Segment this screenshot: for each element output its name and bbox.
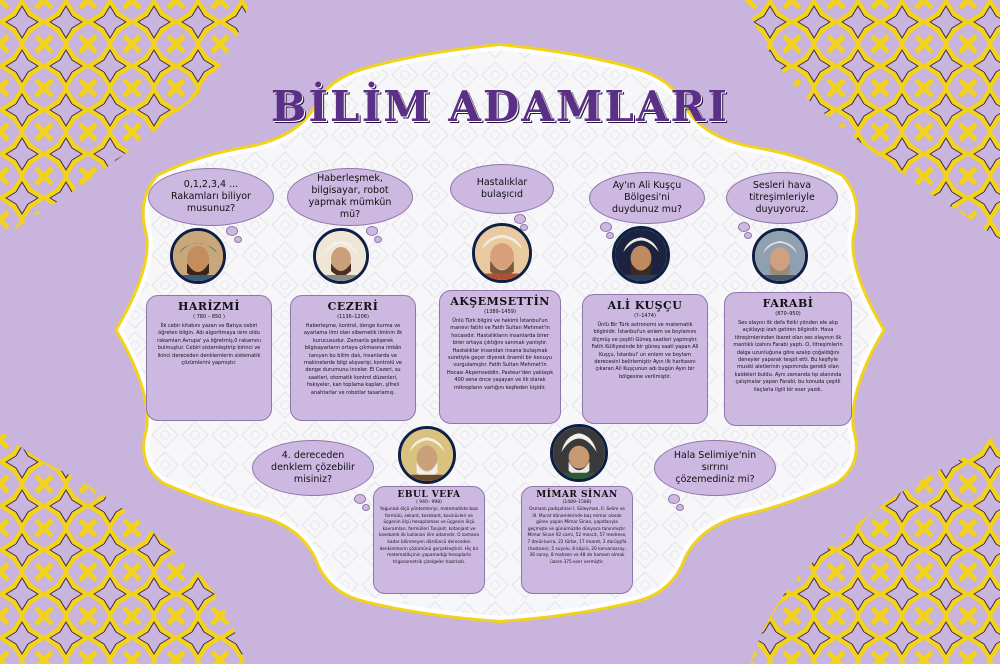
scientist-bio: Haberleşme, kontrol, denge kurma ve ayarlama ilmi olan sibernetik ilminin ilk kurucusudur. Zamanla gelişerek bilgisayarların ortaya çıkmasına imkân tanıyan bu bilim dalı, insanlarda ve makinelerde bilgi alışverişi, kontrolü ve denge durumunu inceler. El Cezeri, su saatleri, otomatik kontrol düzenleri, fıskiyeler, kan toplama kapları, şifreli anahtarlar ve robotlar tasarlamış. [303, 323, 403, 396]
bubble-dot [362, 504, 370, 511]
portrait-harizmi [170, 228, 226, 284]
bubble-dot [676, 504, 684, 511]
question-text-cezeri: Haberleşmek, bilgisayar, robot yapmak mümkün mü? [308, 173, 392, 220]
portrait-ali-kuscu [612, 226, 670, 284]
scientist-years: ( 780 – 850 ) [193, 314, 225, 320]
card-ali-kuscu [582, 294, 708, 424]
scientist-bio: Ses olayını ilk defa fiziki yönden ele alıp açıklayıp izah getiren bilgindir. Hava titreşimlerinden ibaret olan ses olayının ilk mantıklı izahını Farabi yaptı. O, titreşimlerin dalga uzunluğuna göre azalıp çoğaldığını deneyler yaparak tespit etti. Bu keşfiyle musiki aletlerinin yapımında gerekli olan kaideleri buldu. Aynı zamanda tıp alanında çalışmalar yapan Farabi, bu konuda çeşitli ilaçlarla ilgili bir eser yazdı. [733, 320, 843, 393]
card-mimar-sinan [521, 486, 633, 594]
scientist-years: (870–950) [775, 311, 801, 317]
scientist-bio: Osmanlı padişahları I. Süleyman, II. Selim ve III. Murat dönemlerinde baş mimar olarak görev yapan Mimar Sinan, yapıtlarıyla geçmişte ve günümüzde dünyaca tanınmıştır. Mimar Sinan 92 cami, 52 mescit, 57 medrese, 7 darül-kurra, 22 türbe, 17 imaret, 3 darüşşifa (hastane), 5 suyolu, 8 köprü, 20 kervansaray, 36 saray, 8 mahzen ve 48 de hamam olmak üzere 375 eser vermiştir. [527, 507, 627, 565]
scientist-bio: Yoğunluk ölçü yöntemleriyi, matematikte bazı formülü, sekant, kosekant, kosinüsleri ve üçgenin ölçü hesaplaması ve üçgenin ölçü kavramları, formülleri Tanjant, kotanjant ve kosekantı ilk kullanan ilim adamıdır. O zamana kadar bilinmeyen dördüncü dereceden denklemlerin çözümünü gerçekleştirdi. Hiç bir matematikçinin yapamadığı hesaplarla trigonometrik çizelgeler hazırladı. [379, 507, 479, 565]
question-text-aksemsettin: Hastalıklar bulaşıcıd [476, 177, 528, 200]
scientist-name: FARABİ [762, 297, 814, 310]
card-aksemsettin [439, 290, 561, 424]
scientist-name: MİMAR SİNAN [536, 490, 618, 500]
scientist-bio: Ünlü Türk bilgini ve hekimi İstanbul'un manevi fatihi ve Fatih Sultan Mehmet'in hocasıdır. Hastalıkların insanlarda birer birer ortaya çıktığını sanmak yanlıştır. Hastalıklar insandan insana bulaşmak suretiyle geçer diyerek önemli bir konuyu vurgulamıştır. Fatih Sultan Mehmet'in Hocası Akşemseddin, Pasteur'den yaklaşık 400 sene önce yaşayan ve ilk olarak mikropların varlığını keşfeden kişidir. [446, 318, 554, 391]
question-text-harizmi: 0,1,2,3,4 ... Rakamları biliyor musunuz? [171, 179, 251, 214]
question-bubble-harizmi [148, 168, 274, 226]
card-harizmi [146, 295, 272, 421]
portrait-cezeri [313, 228, 369, 284]
scientist-name: EBUL VEFA [397, 490, 461, 500]
bubble-dot [744, 232, 752, 239]
portrait-aksemsettin [472, 223, 532, 283]
bubble-dot [374, 236, 382, 243]
card-ebul-vefa [373, 486, 485, 594]
bubble-dot [600, 222, 612, 232]
question-bubble-ebul-vefa [252, 440, 374, 496]
bubble-dot [366, 226, 378, 236]
portrait-mimar-sinan [550, 424, 608, 482]
scientist-bio: Ünlü Bir Türk astronomi ve matematik bilginidir. İstanbul'un enlem ve boylamını ölçmüş ve çeşitli Güneş saatleri yapmıştır. Fatih Külliyesinde bir güneş saati yapan Ali Kuşçu, İstanbul' un enlem ve boylam derecesini belirlemiştir Ayın ilk haritasını çıkaran Ali Kuşçunun adı bugün Ayın bir bölgesine verilmiştir. [591, 322, 699, 380]
scientist-name: AKŞEMSETTİN [450, 295, 550, 308]
scientist-name: ALİ KUŞÇU [607, 299, 683, 312]
scientist-years: (?–1474) [634, 313, 656, 319]
question-text-mimar-sinan: Hala Selimiye'nin sırrını çözemediniz mi? [673, 450, 757, 485]
bubble-dot [606, 232, 614, 239]
question-text-ali-kuscu: Ay'ın Ali Kuşçu Bölgesi'ni duydunuz mu? [611, 180, 683, 215]
question-bubble-farabi [726, 172, 838, 224]
question-text-ebul-vefa: 4. dereceden denklem çözebilir misiniz? [271, 450, 355, 485]
scientist-years: (1136–1206) [337, 314, 369, 320]
bubble-dot [226, 226, 238, 236]
question-bubble-ali-kuscu [589, 172, 705, 224]
card-cezeri [290, 295, 416, 421]
scientist-name: HARİZMİ [177, 300, 241, 313]
bubble-dot [354, 494, 366, 504]
bubble-dot [738, 222, 750, 232]
page-title: BİLİM ADAMLARI [270, 82, 730, 131]
question-bubble-cezeri [287, 168, 413, 226]
bubble-dot [234, 236, 242, 243]
question-text-farabi: Sesleri hava titreşimleriyle duyuyoruz. [749, 180, 815, 215]
bubble-dot [514, 214, 526, 224]
scientist-bio: İlk cebir kitabını yazan ve Batıya cebiri öğreten bilgin. Adı algoritmaya isim oldu rakamları Avrupa' ya öğretmiş,0 rakamını bulmuştur. Cebiri sistemleştirip birinci ve ikinci dereceden denklemlerin sistematik çözümlerini yapmıştır. [157, 323, 261, 367]
scientist-years: (1389–1459) [484, 309, 516, 315]
portrait-farabi [752, 228, 808, 284]
question-bubble-mimar-sinan [654, 440, 776, 496]
card-farabi [724, 292, 852, 426]
scientist-years: (1489–1588) [562, 500, 592, 505]
question-bubble-aksemsettin [450, 164, 554, 214]
portrait-ebul-vefa [398, 426, 456, 484]
scientist-name: CEZERİ [327, 300, 379, 313]
scientist-years: ( 940– 998) [416, 500, 442, 505]
bubble-dot [668, 494, 680, 504]
